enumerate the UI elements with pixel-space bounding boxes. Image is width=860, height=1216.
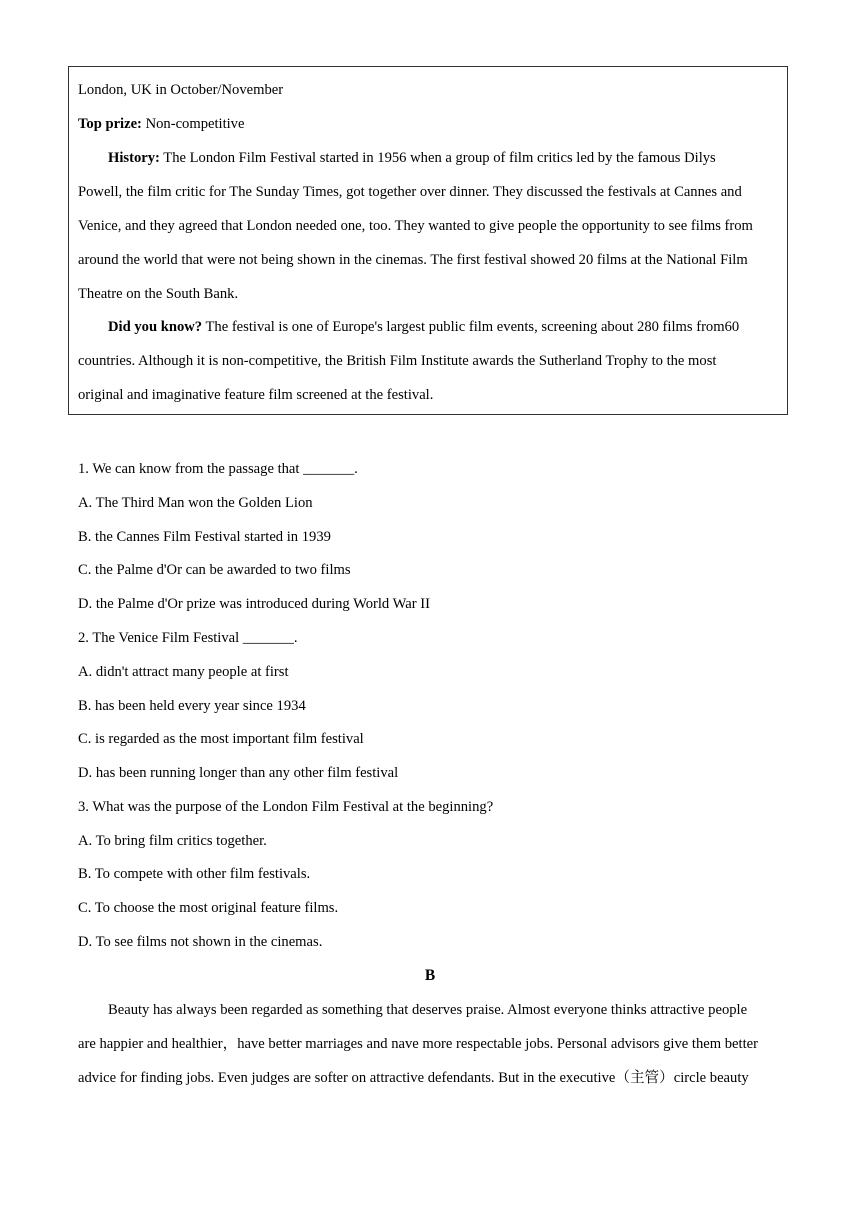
history-line-3: Venice, and they agreed that London needed one, too. They wanted to give people the opportunity to see films from xyxy=(78,218,753,234)
section-b-line-3: advice for finding jobs. Even judges are softer on attractive defendants. But in the executive（主管）circle beauty xyxy=(78,1070,749,1086)
top-prize-label: Top prize: xyxy=(78,116,142,132)
history-line-5: Theatre on the South Bank. xyxy=(78,286,239,302)
question-3-option-d: D. To see films not shown in the cinemas. xyxy=(78,934,323,950)
did-you-know-line-3: original and imaginative feature film screened at the festival. xyxy=(78,387,434,403)
question-1-stem: 1. We can know from the passage that _______. xyxy=(78,461,358,477)
question-2-option-b: B. has been held every year since 1934 xyxy=(78,698,306,714)
question-2-option-c: C. is regarded as the most important film festival xyxy=(78,731,364,747)
section-b-heading: B xyxy=(424,967,436,984)
history-label: History: xyxy=(108,150,160,166)
question-1-option-c: C. the Palme d'Or can be awarded to two films xyxy=(78,562,351,578)
history-line-1: History: The London Film Festival started in 1956 when a group of film critics led by the famous Dilys xyxy=(108,150,716,166)
did-you-know-label: Did you know? xyxy=(108,319,203,335)
question-2-option-d: D. has been running longer than any other film festival xyxy=(78,765,399,781)
festival-location: London, UK in October/November xyxy=(78,82,284,98)
question-2-stem: 2. The Venice Film Festival _______. xyxy=(78,630,298,646)
history-line-2: Powell, the film critic for The Sunday Times, got together over dinner. They discussed the festivals at Cannes and xyxy=(78,184,742,200)
question-3-option-c: C. To choose the most original feature films. xyxy=(78,900,339,916)
did-you-know-line-2: countries. Although it is non-competitive, the British Film Institute awards the Sutherland Trophy to the most xyxy=(78,353,717,369)
question-3-stem: 3. What was the purpose of the London Film Festival at the beginning? xyxy=(78,799,494,815)
question-3-option-a: A. To bring film critics together. xyxy=(78,833,267,849)
history-line-4: around the world that were not being shown in the cinemas. The first festival showed 20 films at the National Film xyxy=(78,252,748,268)
top-prize-value: Non-competitive xyxy=(141,116,245,132)
question-1-option-d: D. the Palme d'Or prize was introduced during World War II xyxy=(78,596,430,612)
question-1-option-b: B. the Cannes Film Festival started in 1939 xyxy=(78,529,331,545)
question-2-option-a: A. didn't attract many people at first xyxy=(78,664,289,680)
question-3-option-b: B. To compete with other film festivals. xyxy=(78,866,311,882)
did-you-know-line-1: Did you know? The festival is one of Europe's largest public film events, screening about 280 films from60 xyxy=(108,319,740,335)
section-b-line-1: Beauty has always been regarded as something that deserves praise. Almost everyone thinks attractive people xyxy=(108,1002,748,1018)
top-prize-line xyxy=(78,114,244,134)
section-b-line-2: are happier and healthier，have better marriages and nave more respectable jobs. Personal advisors give them better xyxy=(78,1036,758,1052)
question-1-option-a: A. The Third Man won the Golden Lion xyxy=(78,495,313,511)
